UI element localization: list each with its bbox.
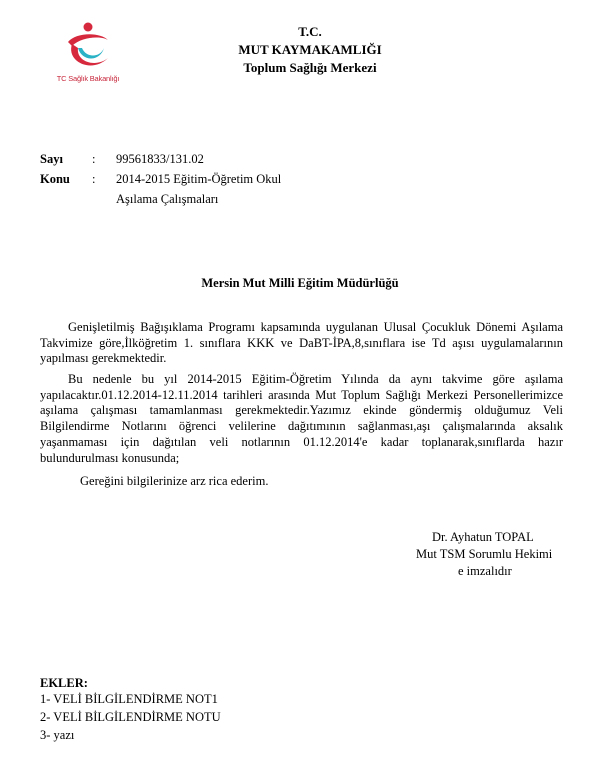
logo-caption: TC Sağlık Bakanlığı: [56, 74, 120, 83]
konu-value-line2: Aşılama Çalışmaları: [116, 192, 219, 206]
meta-sayi-row: [0, 152, 600, 168]
attachments-title: EKLER:: [40, 676, 88, 690]
attachment-item: 2- VELİ BİLGİLENDİRME NOTU: [40, 710, 221, 724]
paragraph-text: Bu nedenle bu yıl 2014-2015 Eğitim-Öğretim Yılında da aynı takvime göre aşılama yapılacaktır.01.12.2014-12.11.2014 tarihleri arasında Mut Toplum Sağlığı Merkezi Personellerimizce aşılama çalışması tamamlanması gerekmektedir.Yazımız ekinde göndermiş olduğumuz Veli Bilgilendirme Notlarını öğrenci velilerine dağıtımının sağlanması,aşı çalışmalarında aksalık yaşanmaması için dağıtılan veli notlarının 01.12.2014'e kadar toplanarak,sınıflarda hazır bulundurulması konusunda;: [40, 372, 563, 465]
header-kaymakamlik: MUT KAYMAKAMLIĞI: [238, 42, 382, 57]
meta-konu-row-2: [0, 192, 600, 208]
sayi-label: Sayı: [40, 152, 63, 166]
ministry-logo: [48, 18, 128, 90]
sayi-value: 99561833/131.02: [116, 152, 204, 166]
konu-colon: :: [92, 172, 96, 186]
signature-name: Dr. Ayhatun TOPAL: [432, 530, 534, 544]
body-paragraph-2: [40, 372, 563, 466]
body-paragraph-1: [40, 320, 563, 367]
paragraph-text: Genişletilmiş Bağışıklama Programı kapsamında uygulanan Ulusal Çocukluk Dönemi Aşılama Takvimize göre,İlköğretim 1. sınıflara KKK ve DaBT-İPA,8,sınıflara ise Td aşısı uygulamalarının yapılması gerekmektedir.: [40, 320, 563, 366]
signature-note: e imzalıdır: [458, 564, 512, 578]
sayi-colon: :: [92, 152, 96, 166]
header-tsm: Toplum Sağlığı Merkezi: [243, 60, 377, 75]
konu-label: Konu: [40, 172, 70, 186]
addressee: Mersin Mut Milli Eğitim Müdürlüğü: [201, 276, 399, 290]
ministry-emblem-icon: [58, 18, 118, 74]
meta-konu-row: [0, 172, 600, 188]
signature-title: Mut TSM Sorumlu Hekimi: [416, 547, 553, 561]
closing-line: Gereğini bilgilerinize arz rica ederim.: [80, 474, 269, 488]
header-tc: T.C.: [298, 24, 322, 39]
attachment-item: 3- yazı: [40, 728, 75, 742]
attachment-item: 1- VELİ BİLGİLENDİRME NOT1: [40, 692, 218, 706]
konu-value-line1: 2014-2015 Eğitim-Öğretim Okul: [116, 172, 282, 186]
